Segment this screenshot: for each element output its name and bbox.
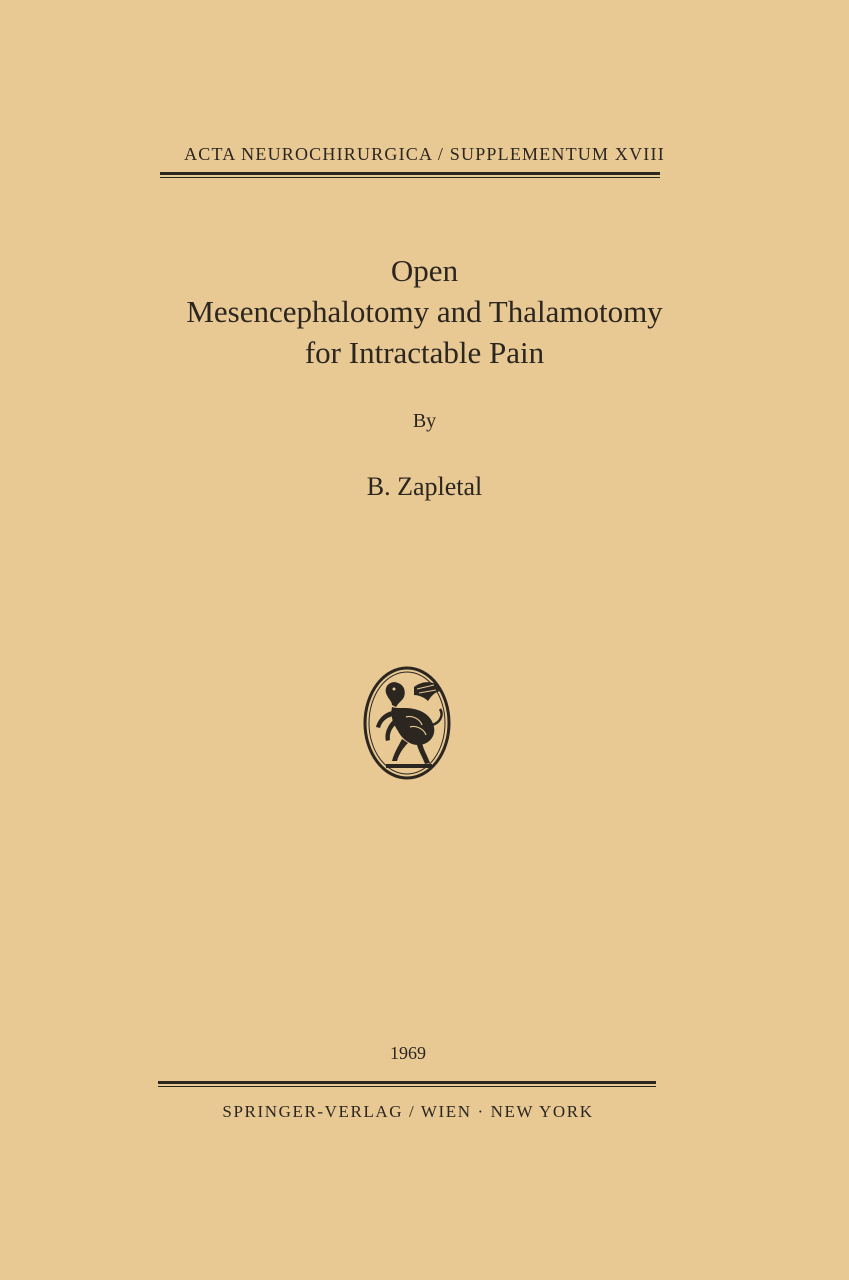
title-line-2: Mesencephalotomy and Thalamotomy bbox=[186, 294, 663, 329]
bottom-divider-thin-line bbox=[158, 1086, 656, 1087]
title-line-1: Open bbox=[390, 253, 459, 288]
top-divider-thick-line bbox=[160, 172, 660, 175]
by-label: By bbox=[412, 410, 437, 432]
title-line-3: for Intractable Pain bbox=[304, 335, 545, 370]
author-name: B. Zapletal bbox=[366, 472, 483, 501]
top-divider-thin-line bbox=[160, 177, 660, 178]
publication-year: 1969 bbox=[390, 1043, 426, 1063]
publisher-emblem-icon bbox=[362, 665, 452, 781]
book-title bbox=[0, 250, 849, 373]
top-divider bbox=[160, 172, 660, 178]
bottom-divider bbox=[158, 1081, 656, 1087]
publisher-imprint: SPRINGER-VERLAG / WIEN · NEW YORK bbox=[222, 1102, 594, 1121]
bottom-divider-thick-line bbox=[158, 1081, 656, 1084]
series-title: ACTA NEUROCHIRURGICA / SUPPLEMENTUM XVIII bbox=[184, 144, 665, 164]
